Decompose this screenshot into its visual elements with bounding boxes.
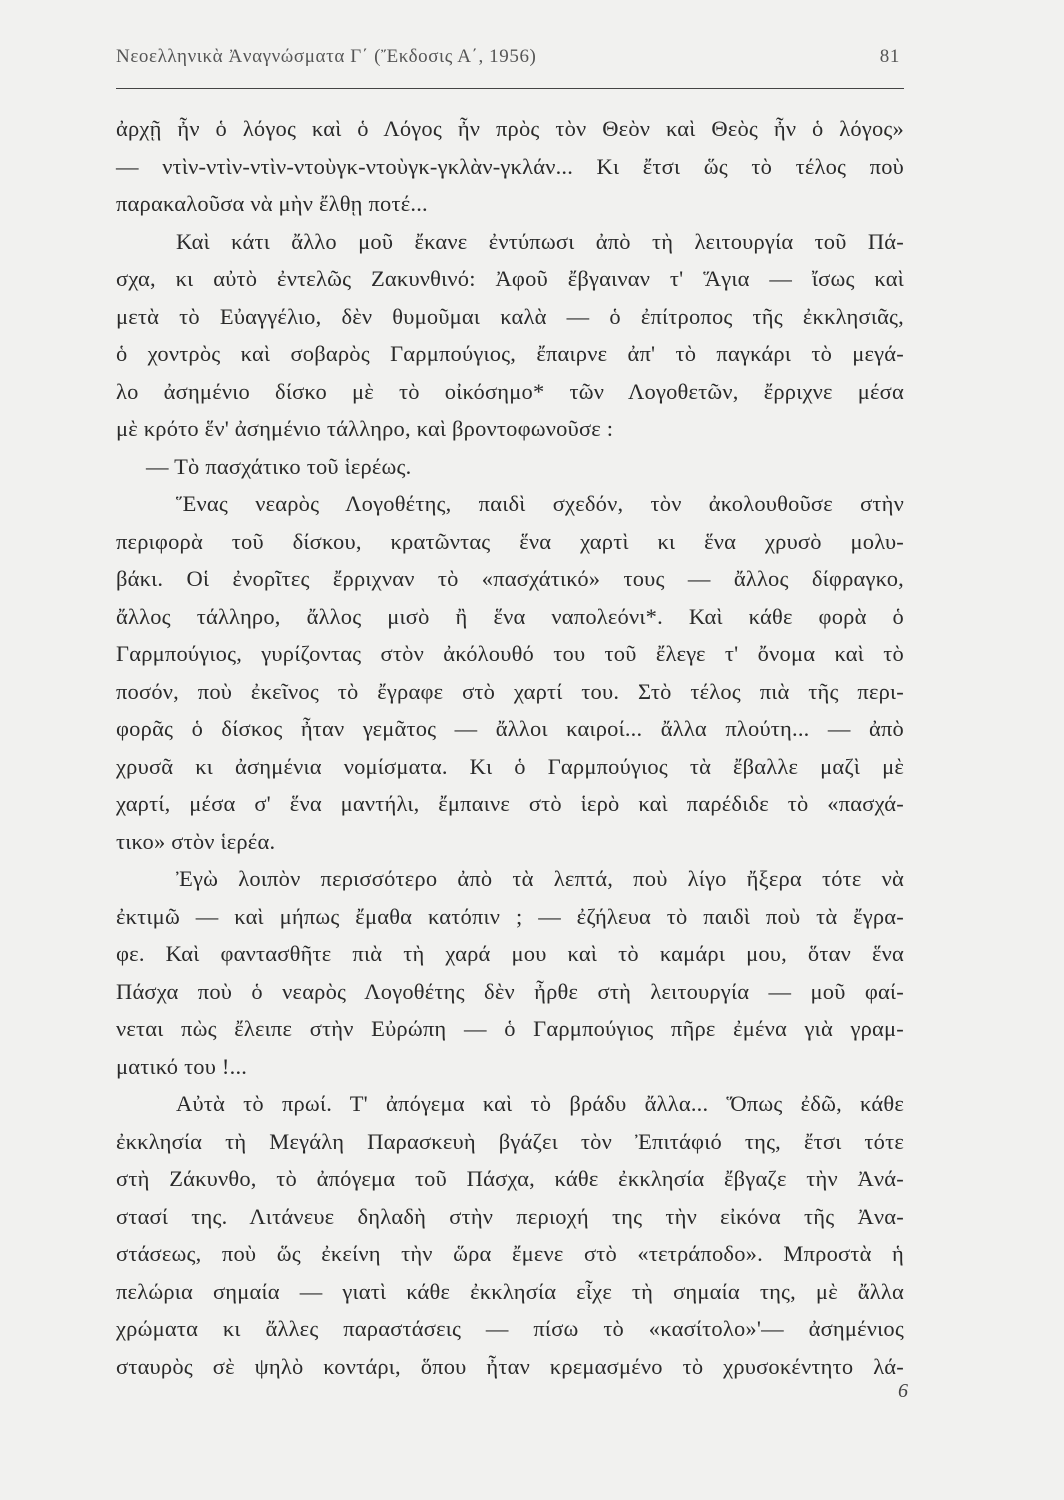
text-line: περιφορὰ τοῦ δίσκου, κρατῶντας ἕνα χαρτὶ κι ἕνα χρυσὸ μολυ-: [116, 528, 904, 554]
signature-mark: 6: [898, 1380, 908, 1402]
text-line: στὴ Ζάκυνθο, τὸ ἀπόγεμα τοῦ Πάσχα, κάθε ἐκκλησία ἔβγαζε τὴν Ἀνά-: [116, 1166, 904, 1191]
text-line: φορᾶς ὁ δίσκος ἦταν γεμᾶτος — ἄλλοι καιροί... ἄλλα πλούτη... — ἀπὸ: [116, 716, 904, 741]
page-number: 81: [879, 46, 900, 67]
text-line: μετὰ τὸ Εὐαγγέλιο, δὲν θυμοῦμαι καλὰ — ὁ ἐπίτροπος τῆς ἐκκλησιᾶς,: [116, 303, 904, 329]
text-line: πελώρια σημαία — γιατὶ κάθε ἐκκλησία εἶχε τὴ σημαία της, μὲ ἄλλα: [116, 1278, 904, 1304]
text-line: ποσόν, ποὺ ἐκεῖνος τὸ ἔγραφε στὸ χαρτί του. Στὸ τέλος πιὰ τῆς περι-: [116, 678, 904, 704]
paragraph-start-line: Καὶ κάτι ἄλλο μοῦ ἔκανε ἐντύπωσι ἀπὸ τὴ λειτουργία τοῦ Πά-: [176, 228, 904, 254]
text-line: Γαρμπούγιος, γυρίζοντας στὸν ἀκόλουθό του τοῦ ἔλεγε τ' ὄνομα καὶ τὸ: [116, 641, 904, 666]
text-line: χρυσᾶ κι ἀσημένια νομίσματα. Κι ὁ Γαρμπούγιος τὰ ἔβαλλε μαζὶ μὲ: [116, 753, 904, 779]
text-line: σχα, κι αὐτὸ ἐντελῶς Ζακυνθινό: Ἀφοῦ ἔβγαιναν τ' Ἅγια — ἴσως καὶ: [116, 266, 904, 291]
header-rule: [116, 88, 904, 89]
text-line: ἐκτιμῶ — καὶ μήπως ἔμαθα κατόπιν ; — ἐζήλευα τὸ παιδὶ ποὺ τὰ ἔγρα-: [116, 903, 904, 929]
text-line: Πάσχα ποὺ ὁ νεαρὸς Λογοθέτης δὲν ἦρθε στὴ λειτουργία — μοῦ φαί-: [116, 978, 904, 1004]
paragraph-start-line: Αὐτὰ τὸ πρωί. Τ' ἀπόγεμα καὶ τὸ βράδυ ἄλλα... Ὅπως ἐδῶ, κάθε: [176, 1091, 904, 1116]
running-head: [116, 46, 906, 68]
text-line: βάκι. Οἱ ἐνορῖτες ἔρριχναν τὸ «πασχάτικό» τους — ἄλλος δίφραγκο,: [116, 566, 904, 591]
text-line: χαρτί, μέσα σ' ἕνα μαντήλι, ἔμπαινε στὸ ἱερὸ καὶ παρέδιδε τὸ «πασχά-: [116, 791, 904, 816]
text-line: φε. Καὶ φαντασθῆτε πιὰ τὴ χαρά μου καὶ τὸ καμάρι μου, ὅταν ἕνα: [116, 941, 904, 966]
text-line: ἀρχῇ ἦν ὁ λόγος καὶ ὁ Λόγος ἦν πρὸς τὸν Θεὸν καὶ Θεὸς ἦν ὁ λόγος»: [116, 116, 904, 141]
dialogue-line: — Τὸ πασχάτικο τοῦ ἱερέως.: [146, 453, 412, 479]
text-line: στασί της. Λιτάνευε δηλαδὴ στὴν περιοχή της τὴν εἰκόνα τῆς Ἀνα-: [116, 1203, 904, 1229]
text-line: ἐκκλησία τὴ Μεγάλη Παρασκευὴ βγάζει τὸν Ἐπιτάφιό της, ἔτσι τότε: [116, 1128, 904, 1154]
text-line: χρώματα κι ἄλλες παραστάσεις — πίσω τὸ «κασίτολο»'— ἀσημένιος: [116, 1316, 904, 1341]
text-line: σταυρὸς σὲ ψηλὸ κοντάρι, ὅπου ἦταν κρεμασμένο τὸ χρυσοκέντητο λά-: [116, 1353, 904, 1379]
text-line: νεται πὼς ἔλειπε στὴν Εὐρώπη — ὁ Γαρμπούγιος πῆρε ἐμένα γιὰ γραμ-: [116, 1016, 904, 1041]
text-line: ματικό του !...: [116, 1053, 248, 1079]
text-line: τικο» στὸν ἱερέα.: [116, 828, 276, 854]
text-line: μὲ κρότο ἕν' ἀσημένιο τάλληρο, καὶ βροντοφωνοῦσε :: [116, 416, 614, 441]
text-line: ἄλλος τάλληρο, ἄλλος μισὸ ἢ ἕνα ναπολεόνι*. Καὶ κάθε φορὰ ὁ: [116, 603, 904, 629]
text-line: παρακαλοῦσα νὰ μὴν ἔλθῃ ποτέ...: [116, 191, 428, 216]
running-head-title: Νεοελληνικὰ Ἀναγνώσματα Γ΄ (Ἔκδοσις Α΄, 1956): [116, 46, 537, 67]
paragraph-start-line: Ἐγὼ λοιπὸν περισσότερο ἀπὸ τὰ λεπτά, ποὺ λίγο ἤξερα τότε νὰ: [176, 866, 904, 891]
text-line: λο ἀσημένιο δίσκο μὲ τὸ οἰκόσημο* τῶν Λογοθετῶν, ἔρριχνε μέσα: [116, 378, 904, 404]
paragraph-start-line: Ἕνας νεαρὸς Λογοθέτης, παιδὶ σχεδόν, τὸν ἀκολουθοῦσε στὴν: [176, 491, 904, 516]
text-line: ὁ χοντρὸς καὶ σοβαρὸς Γαρμπούγιος, ἔπαιρνε ἀπ' τὸ παγκάρι τὸ μεγά-: [116, 341, 904, 366]
text-line: στάσεως, ποὺ ὥς ἐκείνη τὴν ὥρα ἔμενε στὸ «τετράποδο». Μπροστὰ ἡ: [116, 1241, 904, 1266]
body-text: [116, 110, 904, 1385]
text-line: — ντὶν-ντὶν-ντὶν-ντοὺγκ-ντοὺγκ-γκλὰν-γκλάν... Κι ἔτσι ὥς τὸ τέλος ποὺ: [116, 153, 904, 179]
